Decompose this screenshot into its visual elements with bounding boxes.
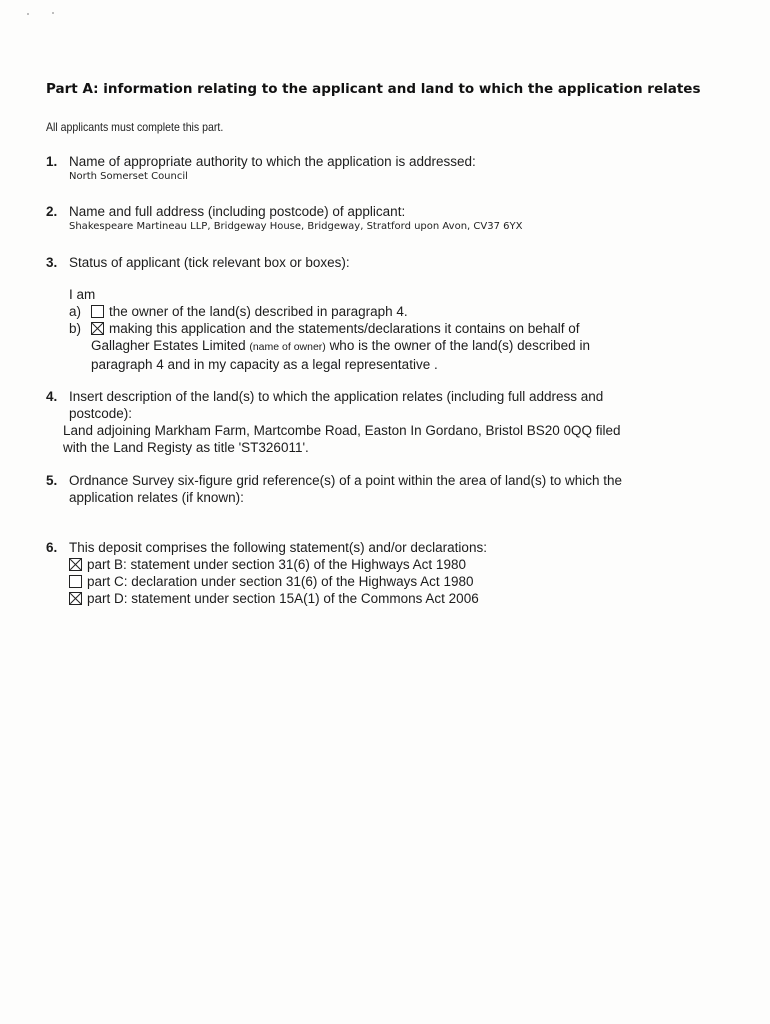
status-intro: I am: [69, 287, 96, 302]
checkbox-owner[interactable]: [91, 305, 104, 318]
option-text-cont: who is the owner of the land(s) described in: [329, 338, 590, 353]
option-letter: a): [69, 304, 82, 319]
owner-name: Gallagher Estates Limited: [91, 338, 246, 353]
deposit-part-d: [69, 590, 726, 607]
question-number: 1.: [46, 154, 58, 169]
part-a-instruction: All applicants must complete this part.: [46, 120, 224, 134]
checkbox-part-b[interactable]: [69, 558, 82, 571]
question-text: Name and full address (including postcode) of applicant:: [69, 204, 406, 219]
status-option-a: [69, 303, 726, 320]
question-number: 4.: [46, 389, 58, 404]
scan-speck: [27, 13, 29, 15]
checkbox-on-behalf[interactable]: [91, 322, 104, 335]
answer-authority: North Somerset Council: [69, 171, 188, 182]
question-text: Ordnance Survey six-figure grid reference(s) of a point within the area of land(s) to which the: [69, 473, 623, 488]
question-text-cont: postcode):: [69, 406, 133, 421]
deposit-part-text: part C: declaration under section 31(6) of the Highways Act 1980: [87, 574, 474, 589]
deposit-part-c: [69, 573, 726, 590]
question-text-cont: application relates (if known):: [69, 490, 244, 505]
deposit-part-text: part B: statement under section 31(6) of the Highways Act 1980: [87, 557, 466, 572]
scan-speck: [52, 12, 54, 14]
question-2: [46, 203, 726, 234]
option-text: making this application and the statements/declarations it contains on behalf of: [109, 321, 580, 336]
question-number: 3.: [46, 255, 58, 270]
question-3: [46, 254, 726, 373]
question-5: [46, 472, 726, 506]
checkbox-part-c[interactable]: [69, 575, 82, 588]
answer-land-description-cont: with the Land Registy as title 'ST326011'.: [63, 440, 309, 455]
deposit-part-text: part D: statement under section 15A(1) of the Commons Act 2006: [87, 591, 479, 606]
option-text: the owner of the land(s) described in paragraph 4.: [109, 304, 408, 319]
option-b-continuation: [91, 337, 726, 356]
question-4: [46, 388, 726, 456]
question-text: Status of applicant (tick relevant box or boxes):: [69, 255, 350, 270]
status-option-b: [69, 320, 726, 337]
question-text: This deposit comprises the following statement(s) and/or declarations:: [69, 540, 487, 555]
option-letter: b): [69, 321, 82, 336]
question-text: Insert description of the land(s) to which the application relates (including full address and: [69, 389, 604, 404]
part-a-heading: Part A: information relating to the applicant and land to which the application relates: [46, 81, 701, 97]
owner-name-caption: (name of owner): [249, 341, 326, 353]
question-number: 5.: [46, 473, 58, 488]
question-1: [46, 153, 726, 184]
deposit-part-b: [69, 556, 726, 573]
question-6: [46, 539, 726, 607]
answer-applicant-address: Shakespeare Martineau LLP, Bridgeway House, Bridgeway, Stratford upon Avon, CV37 6YX: [69, 221, 523, 232]
question-number: 2.: [46, 204, 58, 219]
question-text: Name of appropriate authority to which the application is addressed:: [69, 154, 476, 169]
question-number: 6.: [46, 540, 58, 555]
checkbox-part-d[interactable]: [69, 592, 82, 605]
option-b-line3: paragraph 4 and in my capacity as a legal representative .: [91, 357, 438, 372]
answer-land-description: Land adjoining Markham Farm, Martcombe Road, Easton In Gordano, Bristol BS20 0QQ filed: [63, 423, 621, 438]
